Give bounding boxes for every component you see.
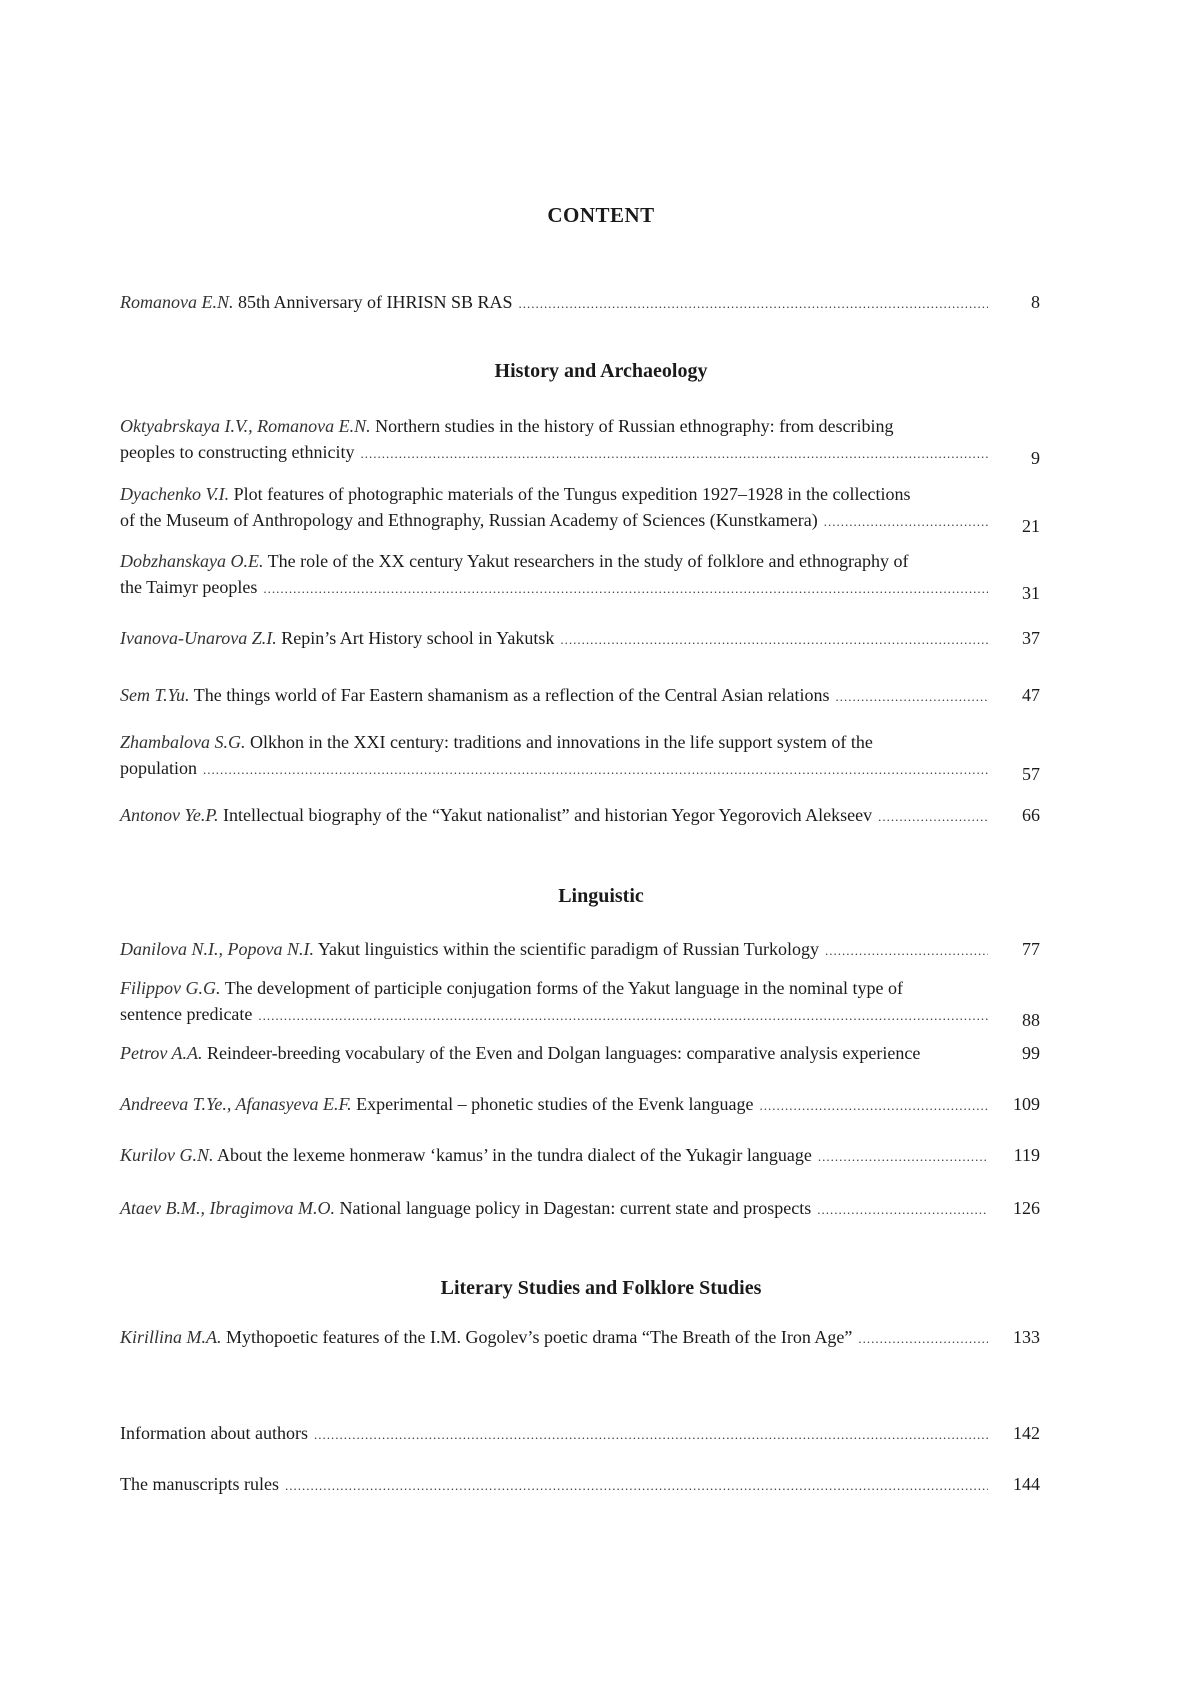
- entry-title: The manuscripts rules: [120, 1474, 279, 1494]
- entry-title: Repin’s Art History school in Yakutsk: [281, 628, 555, 648]
- entry-page-number: 77: [1022, 939, 1040, 959]
- dot-leader: [203, 755, 988, 783]
- dot-leader: [824, 507, 988, 535]
- entry-title-line1: Plot features of photographic materials of the Tungus expedition 1927–1928 in the collections: [233, 484, 911, 504]
- entry-author: Dyachenko V.I.: [120, 484, 230, 504]
- toc-entry: [120, 1040, 1040, 1066]
- toc-entry: [120, 802, 1040, 830]
- entry-author: Oktyabrskaya I.V., Romanova E.N.: [120, 416, 371, 436]
- dot-leader: [360, 439, 988, 467]
- toc-entry: [120, 548, 1040, 602]
- entry-title-line2: of the Museum of Anthropology and Ethnography, Russian Academy of Sciences (Kunstkamera): [120, 510, 818, 530]
- entry-author: Ataev B.M., Ibragimova M.O.: [120, 1198, 335, 1218]
- toc-entry: [120, 682, 1040, 710]
- entry-author: Dobzhanskaya O.E.: [120, 551, 264, 571]
- dot-leader: [878, 802, 988, 830]
- entry-author: Antonov Ye.P.: [120, 805, 219, 825]
- entry-page-number: 37: [1022, 628, 1040, 648]
- entry-title-line1: Northern studies in the history of Russian ethnography: from describing: [375, 416, 894, 436]
- entry-author: Sem T.Yu.: [120, 685, 190, 705]
- entry-page-number: 47: [1022, 685, 1040, 705]
- entry-title-line1: The development of participle conjugation forms of the Yakut language in the nominal type of: [224, 978, 904, 998]
- entry-title: Information about authors: [120, 1423, 308, 1443]
- toc-entry-manuscripts-rules: [120, 1471, 1040, 1499]
- entry-page-number: 9: [1031, 448, 1040, 468]
- section-title-linguistic: Linguistic: [558, 885, 644, 907]
- entry-title-line2: sentence predicate: [120, 1004, 253, 1024]
- dot-leader: [858, 1324, 988, 1352]
- toc-entry: [120, 1195, 1040, 1223]
- entry-author: Ivanova-Unarova Z.I.: [120, 628, 277, 648]
- toc-entry: [120, 413, 1040, 467]
- entry-author: Kurilov G.N.: [120, 1145, 214, 1165]
- entry-title: About the lexeme honmeraw ‘kamus’ in the tundra dialect of the Yukagir language: [217, 1145, 812, 1165]
- entry-title-line1: The role of the XX century Yakut researchers in the study of folklore and ethnography of: [267, 551, 909, 571]
- dot-leader: [825, 936, 988, 964]
- entry-title: Intellectual biography of the “Yakut nationalist” and historian Yegor Yegorovich Alekseev: [223, 805, 873, 825]
- entry-title-line1: Olkhon in the XXI century: traditions and innovations in the life support system of the: [250, 732, 873, 752]
- dot-leader: [285, 1471, 988, 1499]
- dot-leader: [560, 625, 988, 653]
- toc-entry-authors-info: [120, 1420, 1040, 1448]
- entry-author: Petrov A.A.: [120, 1043, 203, 1063]
- entry-page-number: 8: [1031, 292, 1040, 312]
- entry-title: National language policy in Dagestan: current state and prospects: [339, 1198, 812, 1218]
- toc-entry: [120, 481, 1040, 535]
- entry-author: Andreeva T.Ye., Afanasyeva E.F.: [120, 1094, 352, 1114]
- toc-entry: [120, 936, 1040, 964]
- entry-page-number: 21: [1022, 516, 1040, 536]
- section-title-literary: Literary Studies and Folklore Studies: [440, 1277, 762, 1299]
- toc-entry: [120, 1142, 1040, 1170]
- entry-author: Romanova E.N.: [120, 292, 234, 312]
- dot-leader: [263, 574, 988, 602]
- page-title: CONTENT: [547, 203, 655, 227]
- entry-title: Reindeer-breeding vocabulary of the Even and Dolgan languages: comparative analysis experience: [206, 1043, 921, 1063]
- dot-leader: [760, 1091, 988, 1119]
- entry-page-number: 88: [1022, 1010, 1040, 1030]
- entry-page-number: 144: [1013, 1474, 1040, 1494]
- entry-page-number: 119: [1013, 1145, 1040, 1165]
- entry-title-line2: population: [120, 758, 197, 778]
- entry-page-number: 133: [1013, 1327, 1040, 1347]
- entry-page-number: 57: [1022, 764, 1040, 784]
- toc-entry: [120, 975, 1040, 1029]
- entry-title-line2: the Taimyr peoples: [120, 577, 258, 597]
- toc-entry-intro: [120, 289, 1040, 317]
- entry-author: Danilova N.I., Popova N.I.: [120, 939, 314, 959]
- toc-entry: [120, 1091, 1040, 1119]
- entry-title: The things world of Far Eastern shamanism as a reflection of the Central Asian relations: [193, 685, 830, 705]
- entry-page-number: 126: [1013, 1198, 1040, 1218]
- entry-author: Zhambalova S.G.: [120, 732, 246, 752]
- toc-entry: [120, 625, 1040, 653]
- entry-title-line2: peoples to constructing ethnicity: [120, 442, 355, 462]
- dot-leader: [258, 1001, 988, 1029]
- toc-entry: [120, 1324, 1040, 1352]
- entry-page-number: 66: [1022, 805, 1040, 825]
- entry-title: 85th Anniversary of IHRISN SB RAS: [237, 292, 513, 312]
- dot-leader: [836, 682, 988, 710]
- dot-leader: [519, 289, 989, 317]
- entry-page-number: 109: [1013, 1094, 1040, 1114]
- dot-leader: [818, 1142, 988, 1170]
- entry-author: Kirillina M.A.: [120, 1327, 222, 1347]
- entry-title: Yakut linguistics within the scientific paradigm of Russian Turkology: [317, 939, 819, 959]
- entry-page-number: 99: [1022, 1043, 1040, 1063]
- entry-page-number: 142: [1013, 1423, 1040, 1443]
- entry-title: Experimental – phonetic studies of the Evenk language: [356, 1094, 754, 1114]
- toc-entry: [120, 729, 1040, 783]
- entry-author: Filippov G.G.: [120, 978, 221, 998]
- entry-title: Mythopoetic features of the I.M. Gogolev’s poetic drama “The Breath of the Iron Age”: [226, 1327, 853, 1347]
- section-title-history: History and Archaeology: [494, 360, 708, 382]
- dot-leader: [817, 1195, 988, 1223]
- entry-page-number: 31: [1022, 583, 1040, 603]
- dot-leader: [314, 1420, 988, 1448]
